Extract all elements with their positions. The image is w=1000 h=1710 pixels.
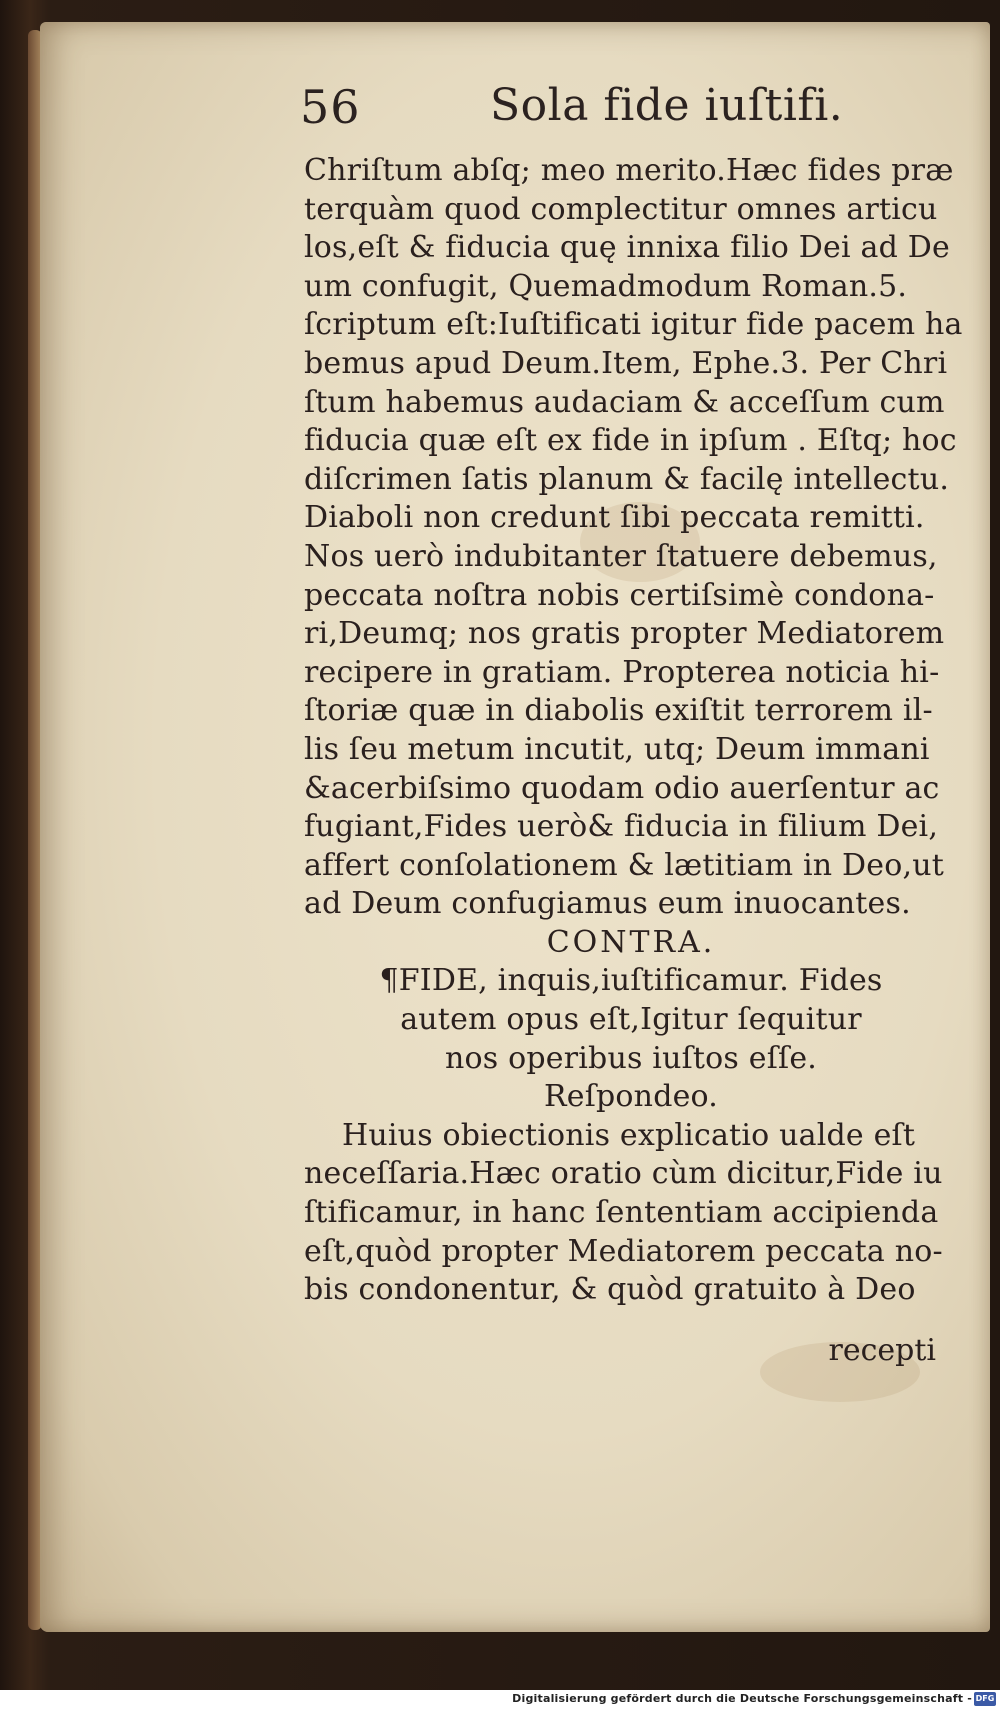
text-line: los,eſt & fiducia quę innixa filio Dei ad De — [304, 230, 950, 266]
text-line: diſcrimen ſatis planum & facilę intellectu. — [304, 461, 950, 497]
text-line: ſtum habemus audaciam & acceſſum cum — [304, 384, 945, 420]
text-line: bemus apud Deum.Item, Ephe.3. Per Chri — [304, 345, 948, 381]
text-line: ri,Deumq; nos gratis propter Mediatorem — [304, 616, 945, 652]
text-line: ſcriptum eſt:Iuſtificati igitur fide pacem ha — [304, 307, 963, 343]
text-line: fugiant,Fides uerò& fiducia in filium Dei, — [304, 809, 939, 845]
response-heading: Reſpondeo. — [543, 1079, 719, 1115]
section-heading: CONTRA. — [546, 924, 716, 960]
text-line: fiducia quæ eſt ex fide in ipſum . Eſtq; hoc — [304, 423, 957, 459]
text-line: ad Deum confugiamus eum inuocantes. — [304, 886, 911, 922]
main-text-block — [304, 152, 963, 1310]
digitization-credit: Digitalisierung gefördert durch die Deutsche Forschungsgemeinschaft - — [512, 1692, 972, 1705]
text-line: um confugit, Quemadmodum Roman.5. — [304, 268, 908, 304]
catchword: recepti — [828, 1333, 936, 1368]
dfg-logo: DFG — [974, 1692, 996, 1706]
text-line: Nos uerò indubitanter ſtatuere debemus, — [304, 538, 938, 574]
running-head: Sola fide iuſtifi. — [490, 80, 844, 131]
text-line: lis ſeu metum incutit, utq; Deum immani — [304, 731, 930, 767]
objection-line: ¶FIDE, inquis,iuſtificamur. Fides — [379, 963, 883, 999]
text-line: affert conſolationem & lætitiam in Deo,ut — [304, 847, 945, 883]
page-header — [300, 80, 960, 150]
text-line: Diaboli non credunt ſibi peccata remitti. — [304, 500, 925, 536]
response-line: ſtificamur, in hanc ſententiam accipienda — [304, 1195, 939, 1231]
text-line: terquàm quod complectitur omnes articu — [304, 191, 938, 227]
page-number: 56 — [300, 80, 361, 134]
response-line: bis condonentur, & quòd gratuito à Deo — [304, 1272, 916, 1308]
text-line: ſtoriæ quæ in diabolis exiſtit terrorem il- — [304, 693, 933, 729]
text-line: Chriſtum abſq; meo merito.Hæc fides præ — [304, 153, 954, 188]
response-line: Huius obiectionis explicatio ualde eſt — [342, 1117, 916, 1153]
text-line: recipere in gratiam. Propterea noticia hi- — [304, 654, 940, 690]
objection-line: nos operibus iuſtos eſſe. — [444, 1040, 818, 1076]
objection-line: autem opus eſt,Igitur ſequitur — [400, 1002, 862, 1038]
response-line: eſt,quòd propter Mediatorem peccata no- — [304, 1233, 943, 1269]
response-line: neceſſaria.Hæc oratio cùm dicitur,Fide iu — [304, 1156, 943, 1192]
text-line: peccata noſtra nobis certiſsimè condona- — [304, 577, 935, 613]
text-line: &acerbiſsimo quodam odio auerſentur ac — [304, 770, 940, 806]
